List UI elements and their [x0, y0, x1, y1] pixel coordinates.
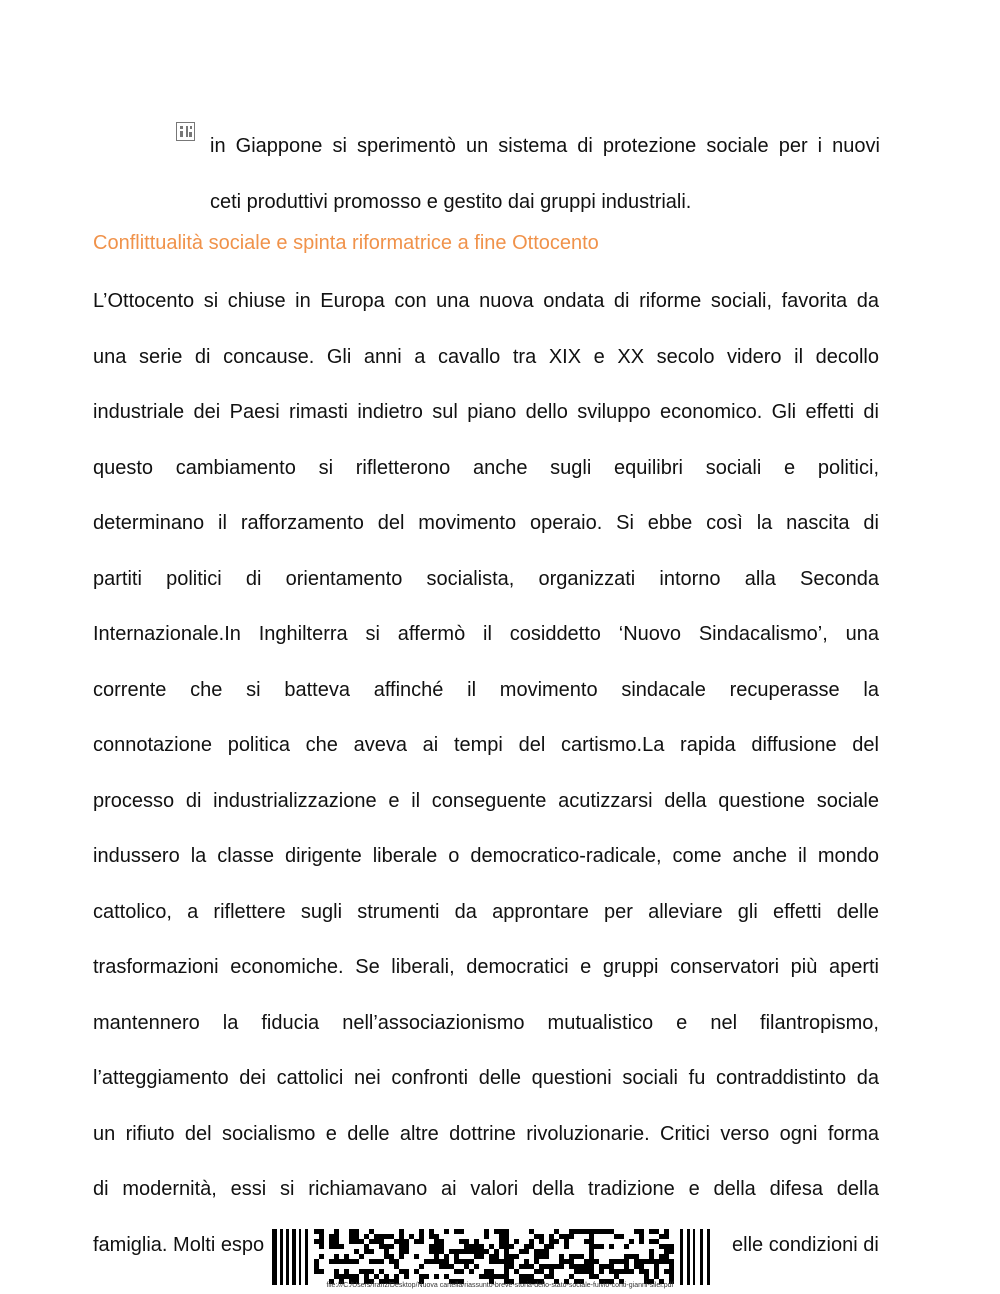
barcode-end-bars	[680, 1229, 710, 1285]
paragraph-line: l’atteggiamento dei cattolici nei confronti delle questioni sociali fu contraddistinto da	[93, 1067, 879, 1089]
footer-file-path: file:///C:/Users/franz/Desktop/Nuova cartella/riassunto-breve-storia-dello-stato-sociale-fulvio-conti-gianni-silei.pdf	[326, 1282, 674, 1289]
section-heading: Conflittualità sociale e spinta riformatrice a fine Ottocento	[93, 232, 599, 254]
bullet-line: in Giappone si sperimentò un sistema di protezione sociale per i nuovi	[210, 135, 880, 157]
paragraph-line: processo di industrializzazione e il conseguente acutizzarsi della questione sociale	[93, 789, 879, 812]
paragraph-line: determinano il rafforzamento del movimento operaio. Si ebbe così la nascita di	[93, 512, 879, 534]
paragraph-line: L’Ottocento si chiuse in Europa con una nuova ondata di riforme sociali, favorita da	[93, 290, 879, 312]
paragraph-line: di modernità, essi si richiamavano ai valori della tradizione e della difesa della	[93, 1178, 879, 1200]
paragraph-line-start: famiglia. Molti espo	[93, 1234, 265, 1256]
paragraph-line: partiti politici di orientamento socialista, organizzati intorno alla Seconda	[93, 567, 879, 590]
paragraph-line: connotazione politica che aveva ai tempi del cartismo.La rapida diffusione del	[93, 734, 879, 756]
paragraph-line: mantennero la fiducia nell’associazionismo mutualistico e nel filantropismo,	[93, 1011, 879, 1034]
paragraph-line: una serie di concause. Gli anni a cavallo tra XIX e XX secolo videro il decollo	[93, 345, 879, 368]
paragraph-line: trasformazioni economiche. Se liberali, democratici e gruppi conservatori più aperti	[93, 956, 879, 978]
paragraph-line: questo cambiamento si rifletterono anche sugli equilibri sociali e politici,	[93, 456, 879, 479]
barcode-matrix	[314, 1229, 674, 1285]
paragraph-line: corrente che si batteva affinché il movimento sindacale recuperasse la	[93, 678, 879, 701]
bullet-box-icon	[176, 122, 195, 141]
paragraph-line: Internazionale.In Inghilterra si affermò il cosiddetto ‘Nuovo Sindacalismo’, una	[93, 623, 879, 645]
bullet-line: ceti produttivi promosso e gestito dai gruppi industriali.	[210, 191, 692, 213]
paragraph-line: un rifiuto del socialismo e delle altre dottrine rivoluzionarie. Critici verso ogni forma	[93, 1122, 879, 1145]
paragraph-line: industriale dei Paesi rimasti indietro sul piano dello sviluppo economico. Gli effetti di	[93, 401, 879, 423]
paragraph-line-end: elle condizioni di	[732, 1234, 879, 1256]
bullet-text	[210, 118, 880, 230]
paragraph-line: indussero la classe dirigente liberale o democratico-radicale, come anche il mondo	[93, 845, 879, 867]
paragraph-line: cattolico, a riflettere sugli strumenti da approntare per alleviare gli effetti delle	[93, 900, 879, 923]
barcode-start-bars	[272, 1229, 308, 1285]
barcode	[272, 1229, 732, 1285]
paragraph	[93, 274, 879, 1218]
